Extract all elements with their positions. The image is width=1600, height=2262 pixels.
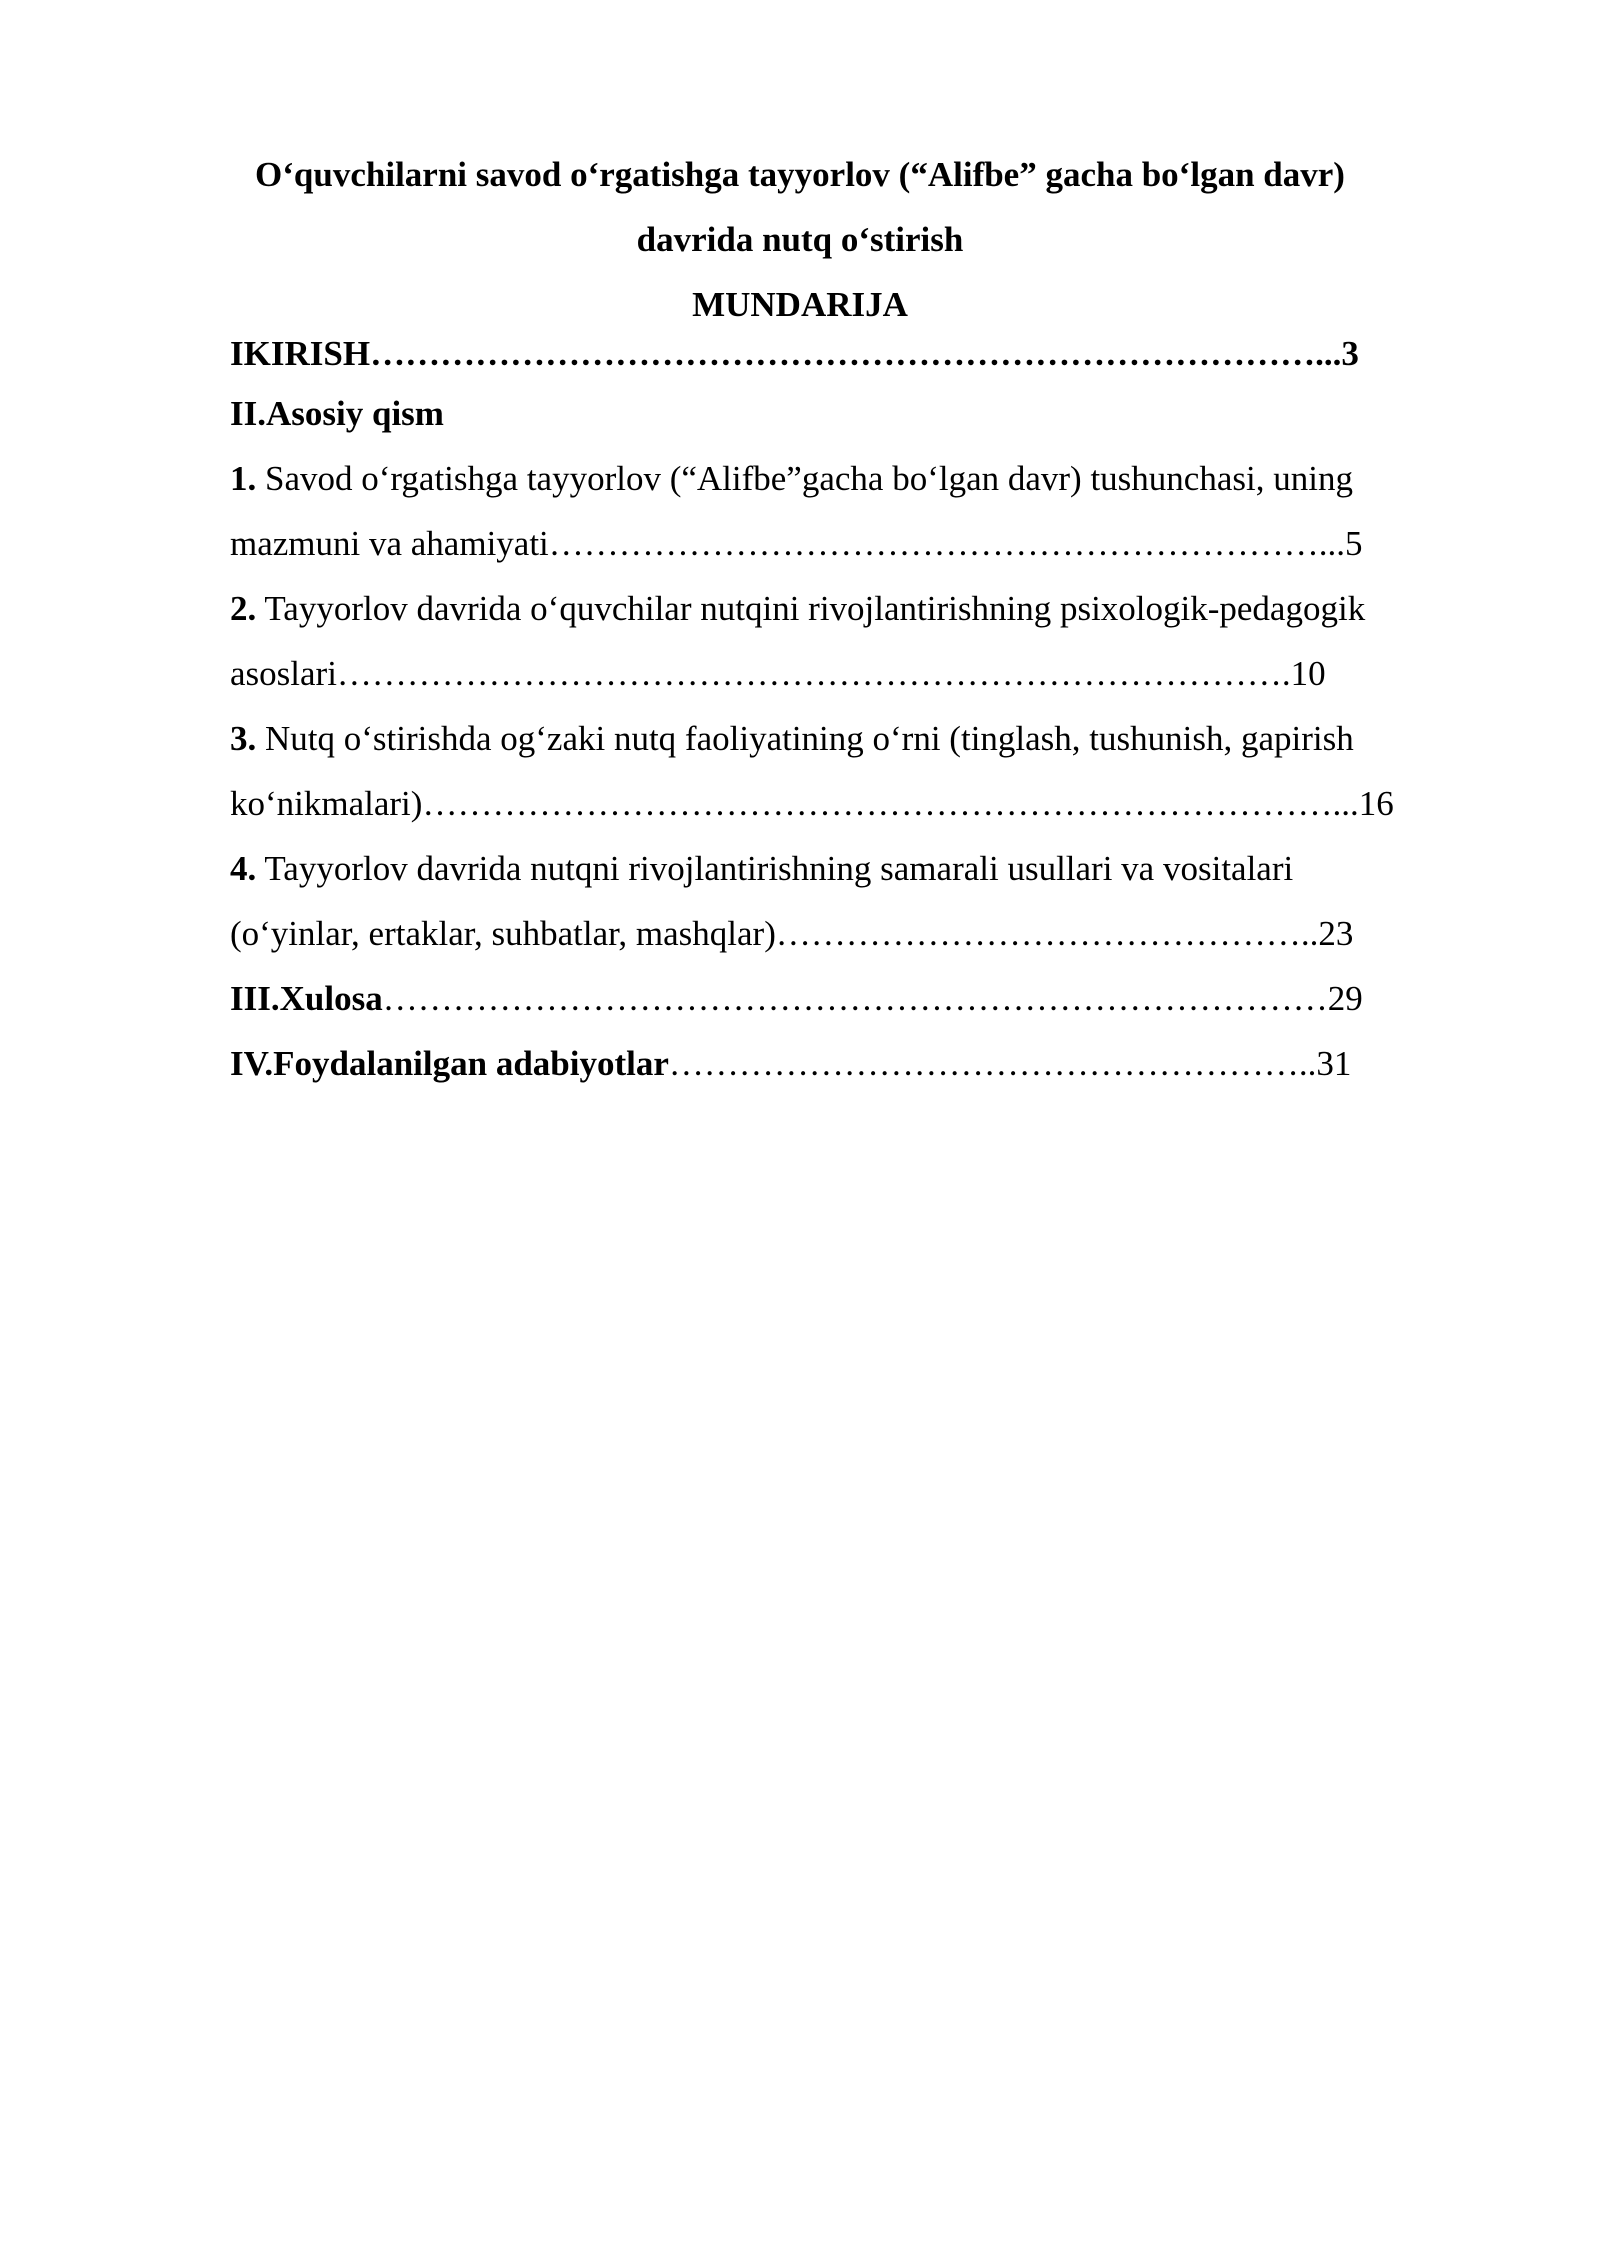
toc-item-text: Tayyorlov davrida o‘quvchilar nutqini rivojlantirishning psixologik-pedagogik (256, 589, 1366, 628)
toc-item-number: 3. (230, 719, 257, 758)
toc-item-number: 4. (230, 849, 257, 888)
toc-item-number: 2. (230, 589, 257, 628)
toc-entry-label: III.Xulosa (230, 979, 383, 1018)
toc-page-number: 29 (1327, 979, 1363, 1018)
toc-page-number: 3 (1341, 334, 1359, 373)
toc-item-2-line-2 (230, 650, 1490, 715)
toc-item-1-line-2 (230, 520, 1490, 585)
toc-item-text: ko‘nikmalari) (230, 784, 423, 823)
toc-dot-leader: ………………………………………………………………………. (336, 654, 1291, 693)
toc-dot-leader: ……………………………………….. (775, 914, 1319, 953)
toc-section-main-part (230, 390, 1490, 455)
table-of-contents (230, 330, 1490, 1105)
toc-page-number: 5 (1345, 524, 1363, 563)
toc-dot-leader: …………………………………………………………... (548, 524, 1346, 563)
toc-entry-label: IKIRISH (230, 334, 371, 373)
document-title-line-2: davrida nutq o‘stirish (636, 220, 964, 259)
toc-item-text: Savod o‘rgatishga tayyorlov (“Alifbe”gacha bo‘lgan davr) tushunchasi, uning (256, 459, 1353, 498)
toc-dot-leader: ……………………………………………….. (668, 1044, 1317, 1083)
toc-page-number: 10 (1290, 654, 1326, 693)
document-title-line-1: O‘quvchilarni savod o‘rgatishga tayyorlov (“Alifbe” gacha bo‘lgan davr) (255, 155, 1345, 194)
toc-item-number: 1. (230, 459, 257, 498)
toc-item-3-line-1 (230, 715, 1490, 780)
toc-dot-leader: ……………………………………………………………………… (382, 979, 1328, 1018)
toc-dot-leader: ………………………………………………………………………... (370, 334, 1342, 373)
toc-entry-label: IV.Foydalanilgan adabiyotlar (230, 1044, 669, 1083)
toc-entry-references (230, 1040, 1490, 1105)
toc-item-text: asoslari (230, 654, 337, 693)
toc-item-4-line-1 (230, 845, 1490, 910)
toc-page-number: 16 (1358, 784, 1394, 823)
toc-item-text: mazmuni va ahamiyati (230, 524, 549, 563)
toc-item-text: (o‘yinlar, ertaklar, suhbatlar, mashqlar) (230, 914, 776, 953)
toc-page-number: 31 (1316, 1044, 1352, 1083)
contents-heading: MUNDARIJA (692, 285, 908, 324)
toc-item-4-line-2 (230, 910, 1490, 975)
toc-item-1-line-1 (230, 455, 1490, 520)
toc-item-text: Nutq o‘stirishda og‘zaki nutq faoliyatining o‘rni (tinglash, tushunish, gapirish (256, 719, 1354, 758)
toc-item-3-line-2 (230, 780, 1490, 845)
toc-item-text: Tayyorlov davrida nutqni rivojlantirishning samarali usullari va vositalari (256, 849, 1294, 888)
toc-section-label: II.Asosiy qism (230, 394, 444, 433)
toc-page-number: 23 (1318, 914, 1354, 953)
toc-entry-conclusion (230, 975, 1490, 1040)
toc-item-2-line-1 (230, 585, 1490, 650)
toc-entry-intro (230, 330, 1490, 390)
toc-dot-leader: ……………………………………………………………………... (422, 784, 1359, 823)
